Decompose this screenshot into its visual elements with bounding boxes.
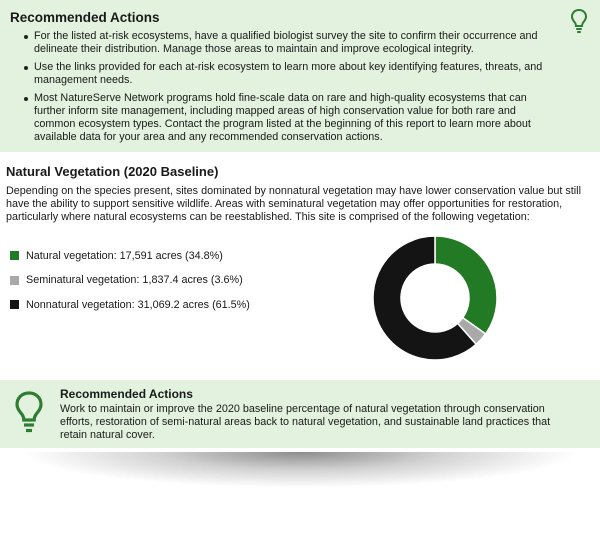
legend-label: Natural vegetation: 17,591 acres (34.8%) xyxy=(26,249,223,262)
legend-label: Seminatural vegetation: 1,837.4 acres (3.6%) xyxy=(26,274,243,286)
lightbulb-icon xyxy=(14,390,44,434)
legend-label: Nonnatural vegetation: 31,069.2 acres (61.5%) xyxy=(26,298,250,311)
legend-swatch xyxy=(10,276,19,285)
legend-swatch xyxy=(10,300,19,309)
lightbulb-icon xyxy=(570,8,588,34)
list-item: For the listed at-risk ecosystems, have a qualified biologist survey the site to confirm their occurrence and delineate their distribution. Manage those areas to maintain and improve ecological integrity. xyxy=(24,30,560,56)
recommended-actions-callout xyxy=(0,380,600,448)
legend-item-natural xyxy=(10,248,250,263)
list-item: Most NatureServe Network programs hold fine-scale data on rare and high-quality ecosystems that can further inform site management, including mapped areas of high conservation value for both rare and common ecosystem types. Contact the program listed at the beginning of this report to learn more about available data for your area and any recommended conservation actions. xyxy=(24,92,560,144)
chart-legend xyxy=(10,248,250,322)
vegetation-donut-chart xyxy=(370,233,500,363)
page-shadow xyxy=(20,452,580,488)
callout-text: Work to maintain or improve the 2020 baseline percentage of natural vegetation through conservation efforts, restoration of semi-natural areas back to natural vegetation, and sustainable land practices that retain natural cover. xyxy=(60,403,551,441)
legend-item-nonnatural xyxy=(10,297,250,312)
recommended-actions-panel xyxy=(0,0,600,152)
legend-swatch xyxy=(10,251,19,260)
recommended-actions-heading: Recommended Actions xyxy=(10,10,160,25)
callout-heading: Recommended Actions xyxy=(60,387,193,401)
recommended-actions-list xyxy=(10,30,590,144)
list-item: Use the links provided for each at-risk ecosystem to learn more about key identifying features, threats, and management needs. xyxy=(24,61,560,87)
section-title: Natural Vegetation (2020 Baseline) xyxy=(6,164,219,179)
section-description: Depending on the species present, sites dominated by nonnatural vegetation may have lower conservation value but still have the ability to support sensitive wildlife. Areas with seminatural vegetation may offer opportunities for restoration, particularly where natural ecosystems can be reestablished. This site is comprised of the following vegetation: xyxy=(6,185,581,224)
legend-item-seminatural xyxy=(10,273,250,288)
